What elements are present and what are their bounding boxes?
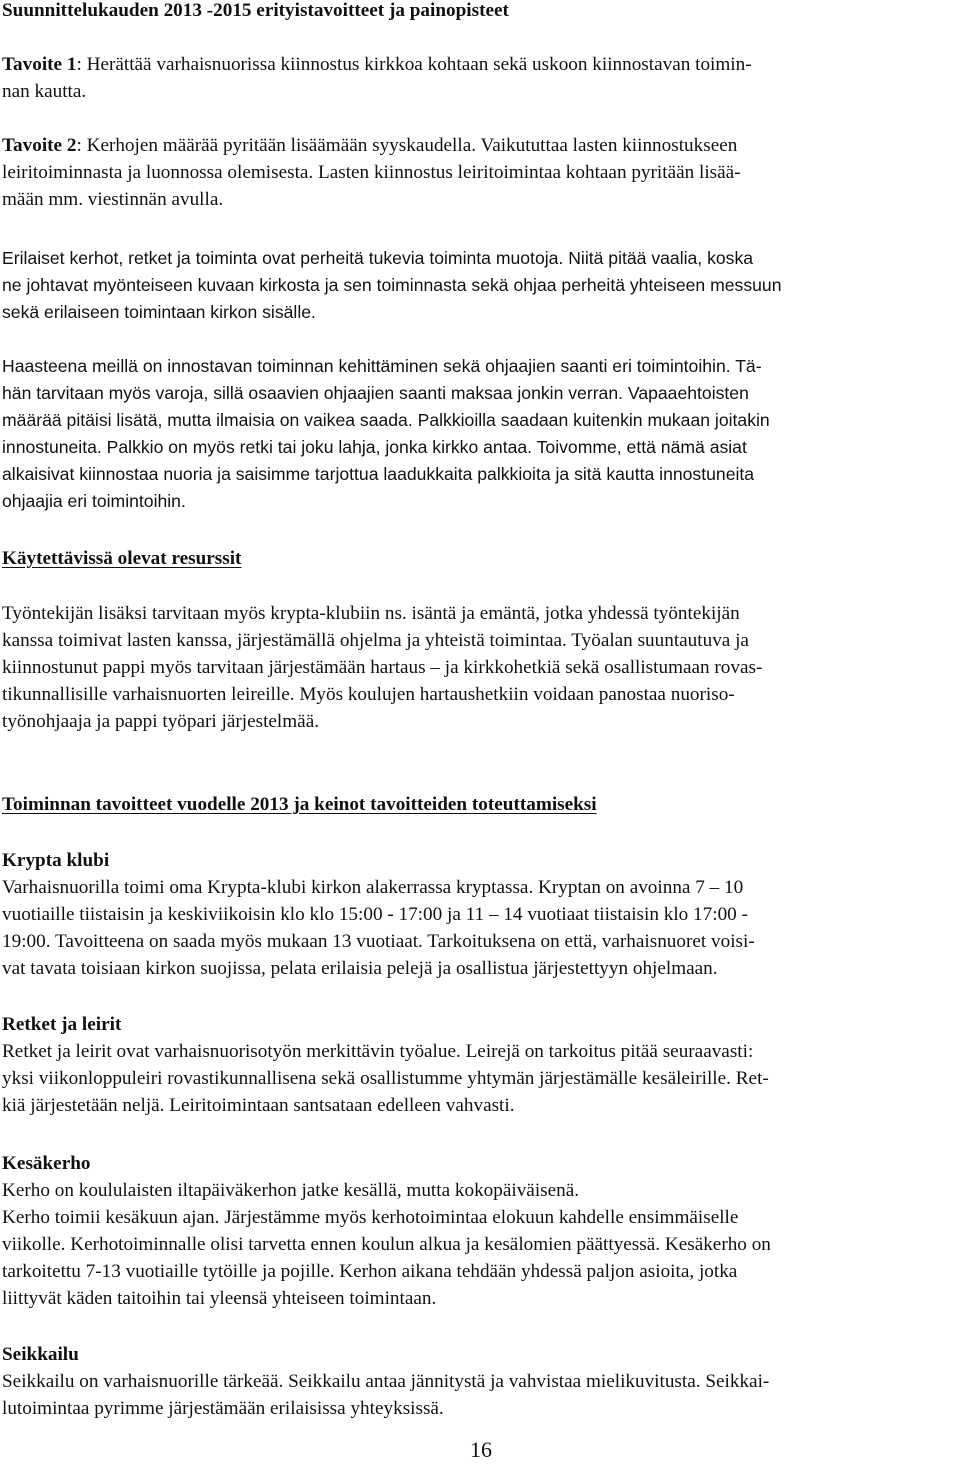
resources-paragraph-line-5: työnohjaaja ja pappi työpari järjestelmää. xyxy=(2,711,320,732)
kesakerho-line-4: tarkoitettu 7-13 vuotiaille tytöille ja pojille. Kerhon aikana tehdään yhdessä paljon asioita, jotka xyxy=(2,1261,738,1282)
goal-1-line-2: nan kautta. xyxy=(2,81,87,102)
clubs-paragraph-line-2: ne johtavat myönteiseen kuvaan kirkosta ja sen toiminnasta sekä ohjaa perheitä yhteiseen messuun xyxy=(2,275,782,295)
resources-paragraph-line-1: Työntekijän lisäksi tarvitaan myös krypta-klubiin ns. isäntä ja emäntä, jotka yhdessä työntekijän xyxy=(2,603,740,624)
resources-paragraph-line-4: tikunnallisille varhaisnuorten leireille. Myös koulujen hartaushetkiin voidaan panostaa nuoriso- xyxy=(2,684,735,705)
page-number: 16 xyxy=(470,1437,492,1462)
goal-2-line-3: mään mm. viestinnän avulla. xyxy=(2,189,224,210)
krypta-line-2: vuotiaille tiistaisin ja keskiviikoisin klo klo 15:00 - 17:00 ja 11 – 14 vuotiaat tiistaisin klo 17:00 - xyxy=(2,904,748,925)
kesakerho-line-2: Kerho toimii kesäkuun ajan. Järjestämme myös kerhotoimintaa elokuun kahdelle ensimmäiselle xyxy=(2,1207,739,1228)
goal-2-line-1: Tavoite 2: Kerhojen määrää pyritään lisäämään syyskaudella. Vaikututtaa lasten kiinnostukseen xyxy=(2,135,738,156)
clubs-paragraph-line-3: sekä erilaiseen toimintaan kirkon sisälle. xyxy=(2,302,316,322)
seikkailu-heading: Seikkailu xyxy=(2,1344,79,1365)
resources-paragraph-line-3: kiinnostunut pappi myös tarvitaan järjestämään hartaus – ja kirkkohetkiä sekä osallistumaan rovas- xyxy=(2,657,763,678)
krypta-line-1: Varhaisnuorilla toimi oma Krypta-klubi kirkon alakerrassa kryptassa. Kryptan on avoinna 7 – 10 xyxy=(2,877,744,898)
retket-line-1: Retket ja leirit ovat varhaisnuorisotyön merkittävin työalue. Leirejä on tarkoitus pitää seuraavasti: xyxy=(2,1041,754,1062)
kesakerho-heading: Kesäkerho xyxy=(2,1153,91,1174)
seikkailu-line-1: Seikkailu on varhaisnuorille tärkeää. Seikkailu antaa jännitystä ja vahvistaa mielikuvitusta. Seikkai- xyxy=(2,1371,770,1392)
goal-2-line-2: leiritoiminnasta ja luonnossa olemisesta. Lasten kiinnostus leiritoimintaa kohtaan pyritään lisää- xyxy=(2,162,741,183)
challenge-paragraph-line-3: määrää pitäisi lisätä, mutta ilmaisia on vaikea saada. Palkkioilla saadaan kuitenkin mukaan joitakin xyxy=(2,410,770,430)
retket-line-2: yksi viikonloppuleiri rovastikunnallisena sekä osallistumme yhtymän järjestämälle kesäleirille. Ret- xyxy=(2,1068,769,1089)
kesakerho-line-1: Kerho on koululaisten iltapäiväkerhon jatke kesällä, mutta kokopäiväisenä. xyxy=(2,1180,580,1201)
krypta-heading: Krypta klubi xyxy=(2,850,110,871)
clubs-paragraph-line-1: Erilaiset kerhot, retket ja toiminta ovat perheitä tukevia toiminta muotoja. Niitä pitää vaalia, koska xyxy=(2,248,754,268)
challenge-paragraph-line-2: hän tarvitaan myös varoja, sillä osaavien ohjaajien saanti maksaa jonkin verran. Vapaaehtoisten xyxy=(2,383,749,403)
resources-heading: Käytettävissä olevat resurssit xyxy=(2,548,242,569)
challenge-paragraph-line-4: innostuneita. Palkkio on myös retki tai joku lahja, jonka kirkko antaa. Toivomme, että nämä asiat xyxy=(2,437,747,457)
page-title: Suunnittelukauden 2013 -2015 erityistavoitteet ja painopisteet xyxy=(2,0,509,21)
goal-1-line-1: Tavoite 1: Herättää varhaisnuorissa kiinnostus kirkkoa kohtaan sekä uskoon kiinnostavan toimin- xyxy=(2,54,752,75)
kesakerho-line-5: liittyvät käden taitoihin tai yleensä yhteiseen toimintaan. xyxy=(2,1288,437,1309)
challenge-paragraph-line-6: ohjaajia eri toimintoihin. xyxy=(2,491,186,511)
goals-2013-heading: Toiminnan tavoitteet vuodelle 2013 ja keinot tavoitteiden toteuttamiseksi xyxy=(2,794,597,815)
retket-heading: Retket ja leirit xyxy=(2,1014,122,1035)
seikkailu-line-2: lutoimintaa pyrimme järjestämään erilaisissa yhteyksissä. xyxy=(2,1398,444,1419)
resources-paragraph-line-2: kanssa toimivat lasten kanssa, järjestämällä ohjelma ja yhteistä toimintaa. Työalan suuntautuva ja xyxy=(2,630,749,651)
krypta-line-3: 19:00. Tavoitteena on saada myös mukaan 13 vuotiaat. Tarkoituksena on että, varhaisnuoret voisi- xyxy=(2,931,755,952)
goal-2-label: Tavoite 2 xyxy=(2,135,77,156)
goal-1-label: Tavoite 1 xyxy=(2,54,77,75)
challenge-paragraph-line-1: Haasteena meillä on innostavan toiminnan kehittäminen sekä ohjaajien saanti eri toimintoihin. Tä- xyxy=(2,356,762,376)
krypta-line-4: vat tavata toisiaan kirkon suojissa, pelata erilaisia pelejä ja osallistua järjestettyyn ohjelmaan. xyxy=(2,958,718,979)
challenge-paragraph-line-5: alkaisivat kiinnostaa nuoria ja saisimme tarjottua laadukkaita palkkioita ja sitä kautta innostuneita xyxy=(2,464,755,484)
kesakerho-line-3: viikolle. Kerhotoiminnalle olisi tarvetta ennen koulun alkua ja kesälomien päättyessä. Kesäkerho on xyxy=(2,1234,771,1255)
retket-line-3: kiä järjestetään neljä. Leiritoimintaan santsataan edelleen vahvasti. xyxy=(2,1095,515,1116)
